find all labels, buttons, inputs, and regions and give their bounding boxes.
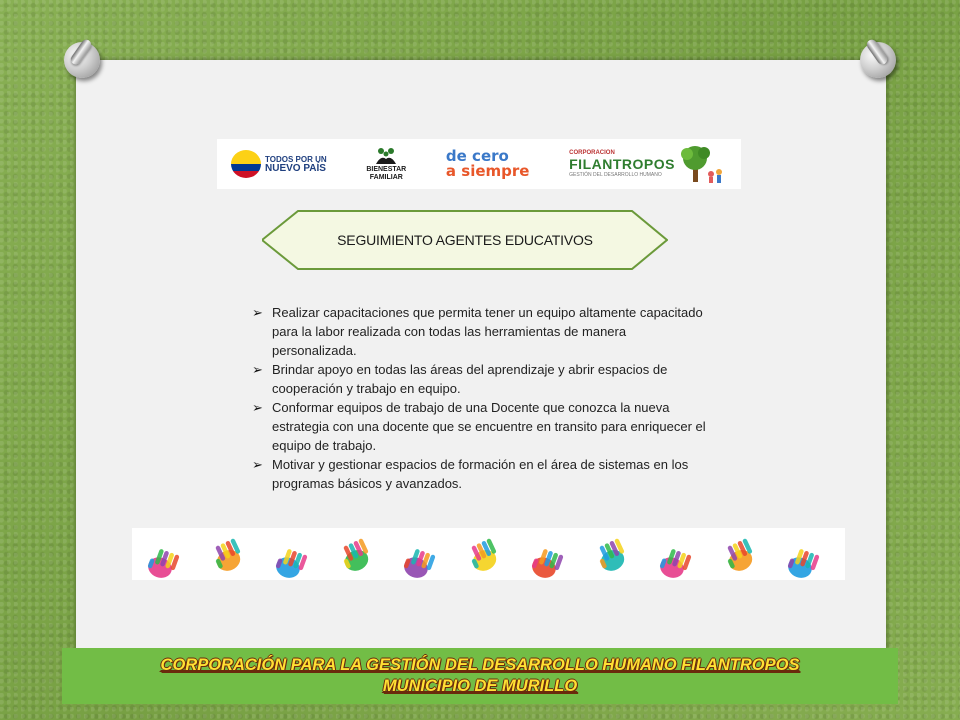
logo-icbf-line1: BIENESTAR: [366, 165, 407, 173]
arrow-bullet-icon: ➢: [252, 362, 263, 377]
colombia-flag-icon: [231, 150, 261, 178]
footer-line1: CORPORACIÓN PARA LA GESTIÓN DEL DESARROLLO HUMANO FILANTROPOS: [160, 656, 800, 674]
hand-print: [466, 538, 502, 575]
hand-print: [145, 547, 179, 580]
list-item: [252, 360, 712, 398]
bullet-text: Realizar capacitaciones que permita tener un equipo altamente capacitado para la labor realizada con todas las herramientas de manera personalizada.: [272, 305, 703, 358]
hand-print: [401, 547, 435, 580]
logo-fil-small: CORPORACION: [569, 150, 615, 156]
logo-filantropos: [569, 144, 727, 184]
list-item: [252, 398, 712, 455]
pushpin-icon: [64, 42, 100, 78]
section-banner: [262, 210, 668, 270]
icbf-family-icon: [375, 147, 397, 165]
hand-print: [657, 547, 691, 580]
logo-de-cero-a-siempre: [446, 149, 530, 179]
arrow-bullet-icon: ➢: [252, 400, 263, 415]
logo-strip: [217, 139, 741, 189]
logo-gob-line2: NUEVO PAÍS: [265, 163, 326, 174]
logo-gob-line1: TODOS POR UN: [265, 155, 327, 164]
hands-drawing: [132, 528, 845, 580]
logo-fil-tag: GESTIÓN DEL DESARROLLO HUMANO: [569, 172, 662, 178]
banner-title: SEGUIMIENTO AGENTES EDUCATIVOS: [337, 232, 593, 248]
painted-hands-image: [132, 528, 845, 580]
logo-fil-name: FILANTROPOS: [569, 156, 675, 172]
logo-icbf-line2: FAMILIAR: [369, 173, 403, 181]
footer-line2: MUNICIPIO DE MURILLO: [382, 677, 578, 695]
bullet-text: Conformar equipos de trabajo de una Docente que conozca la nueva estrategia con una docente que se encuentre en transito para enriquecer el equipo de trabajo.: [272, 400, 706, 453]
logo-todos-por-un-nuevo-pais: [231, 150, 327, 178]
hand-print: [210, 538, 246, 575]
list-item: [252, 303, 712, 360]
arrow-bullet-icon: ➢: [252, 457, 263, 472]
footer-bar: [62, 648, 898, 704]
logo-cero-line1: de cero: [445, 147, 509, 165]
hand-print: [273, 547, 307, 580]
arrow-bullet-icon: ➢: [252, 305, 263, 320]
hand-print: [594, 538, 630, 575]
hand-print: [722, 538, 758, 575]
hand-print: [338, 538, 374, 575]
bullet-text: Motivar y gestionar espacios de formación en el área de sistemas en los programas básicos y avanzados.: [272, 457, 689, 491]
tree-family-icon: [677, 144, 727, 184]
hand-print: [529, 547, 563, 580]
logo-cero-line2: a siempre: [445, 162, 530, 180]
bullet-list: [252, 303, 712, 493]
pushpin-icon: [860, 42, 896, 78]
list-item: [252, 455, 712, 493]
bullet-text: Brindar apoyo en todas las áreas del aprendizaje y abrir espacios de cooperación y trabajo en equipo.: [272, 362, 668, 396]
hand-print: [785, 547, 819, 580]
logo-icbf: [366, 147, 406, 182]
